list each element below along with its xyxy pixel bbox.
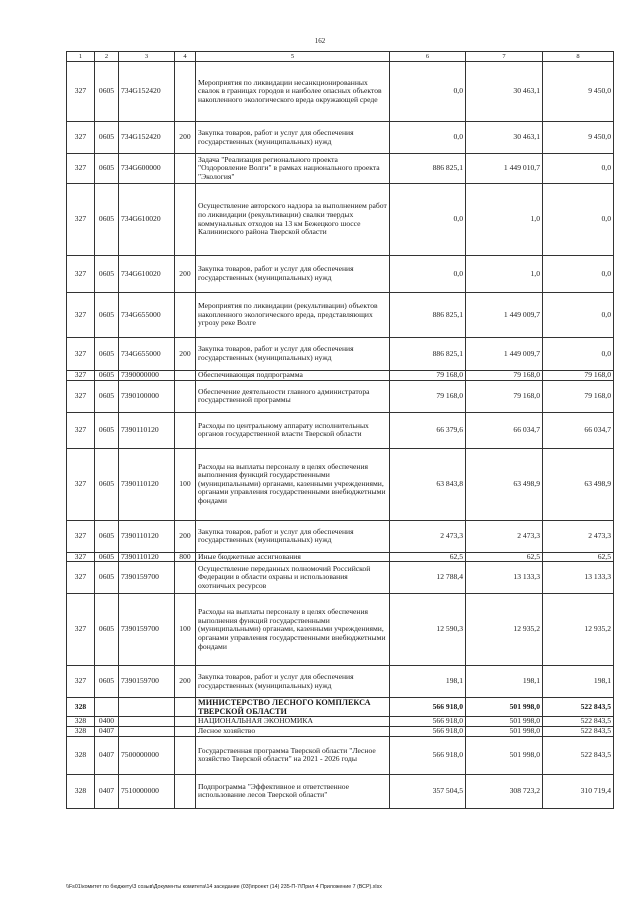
cell-section-code: 0605 bbox=[95, 184, 119, 256]
cell-amount-col6: 12 788,4 bbox=[390, 562, 466, 594]
cell-amount-col6: 886 825,1 bbox=[390, 293, 466, 338]
cell-description: Закупка товаров, работ и услуг для обеспечения государственных (муниципальных) нужд bbox=[196, 122, 390, 154]
cell-expense-type bbox=[175, 698, 196, 717]
cell-amount-col6: 566 918,0 bbox=[390, 727, 466, 737]
cell-amount-col6: 886 825,1 bbox=[390, 338, 466, 371]
cell-section-code: 0605 bbox=[95, 412, 119, 448]
cell-section-code: 0400 bbox=[95, 717, 119, 727]
cell-expense-type: 200 bbox=[175, 338, 196, 371]
table-row bbox=[67, 562, 614, 594]
table-row bbox=[67, 774, 614, 808]
table-row bbox=[67, 698, 614, 717]
page-number: 162 bbox=[314, 37, 326, 45]
cell-section-code: 0407 bbox=[95, 736, 119, 774]
cell-amount-col8: 12 935,2 bbox=[543, 594, 614, 666]
cell-amount-col7: 198,1 bbox=[466, 666, 543, 698]
cell-amount-col8: 522 843,5 bbox=[543, 727, 614, 737]
cell-target-article: 7390100000 bbox=[119, 380, 175, 412]
cell-section-code: 0605 bbox=[95, 338, 119, 371]
cell-admin-code: 328 bbox=[67, 774, 95, 808]
cell-amount-col8: 522 843,5 bbox=[543, 698, 614, 717]
cell-amount-col7: 1,0 bbox=[466, 184, 543, 256]
cell-amount-col7: 79 168,0 bbox=[466, 371, 543, 381]
cell-section-code: 0407 bbox=[95, 774, 119, 808]
cell-target-article bbox=[119, 717, 175, 727]
cell-target-article: 7390110120 bbox=[119, 520, 175, 552]
cell-expense-type: 200 bbox=[175, 666, 196, 698]
table-row bbox=[67, 184, 614, 256]
cell-amount-col6: 0,0 bbox=[390, 62, 466, 122]
table-row bbox=[67, 736, 614, 774]
cell-amount-col6: 566 918,0 bbox=[390, 698, 466, 717]
cell-section-code bbox=[95, 698, 119, 717]
cell-description: Лесное хозяйство bbox=[196, 727, 390, 737]
cell-expense-type bbox=[175, 154, 196, 184]
cell-target-article: 7390159700 bbox=[119, 562, 175, 594]
cell-description: Подпрограмма "Эффективное и ответственное использование лесов Тверской области" bbox=[196, 774, 390, 808]
cell-target-article: 7390110120 bbox=[119, 448, 175, 520]
cell-amount-col8: 9 450,0 bbox=[543, 62, 614, 122]
cell-amount-col8: 62,5 bbox=[543, 552, 614, 562]
table-row bbox=[67, 520, 614, 552]
cell-admin-code: 327 bbox=[67, 62, 95, 122]
cell-amount-col8: 79 168,0 bbox=[543, 371, 614, 381]
cell-expense-type bbox=[175, 717, 196, 727]
table-row bbox=[67, 256, 614, 293]
cell-expense-type: 100 bbox=[175, 594, 196, 666]
table-row bbox=[67, 338, 614, 371]
cell-description: Мероприятия по ликвидации несанкционированных свалок в границах городов и наиболее опасных объектов накопленного экологического вреда окружающей среде bbox=[196, 62, 390, 122]
cell-target-article: 7390110120 bbox=[119, 412, 175, 448]
cell-description: Обеспечивающая подпрограмма bbox=[196, 371, 390, 381]
column-header: 5 bbox=[196, 52, 390, 62]
cell-amount-col7: 62,5 bbox=[466, 552, 543, 562]
cell-description: Закупка товаров, работ и услуг для обеспечения государственных (муниципальных) нужд bbox=[196, 338, 390, 371]
cell-amount-col6: 886 825,1 bbox=[390, 154, 466, 184]
cell-amount-col6: 12 590,3 bbox=[390, 594, 466, 666]
cell-section-code: 0605 bbox=[95, 552, 119, 562]
column-header: 7 bbox=[466, 52, 543, 62]
cell-description: Расходы по центральному аппарату исполнительных органов государственной власти Тверской области bbox=[196, 412, 390, 448]
cell-admin-code: 327 bbox=[67, 256, 95, 293]
cell-target-article bbox=[119, 698, 175, 717]
cell-amount-col7: 1,0 bbox=[466, 256, 543, 293]
cell-amount-col6: 79 168,0 bbox=[390, 371, 466, 381]
table-row bbox=[67, 62, 614, 122]
cell-admin-code: 327 bbox=[67, 154, 95, 184]
column-header: 4 bbox=[175, 52, 196, 62]
cell-amount-col6: 0,0 bbox=[390, 122, 466, 154]
header-row bbox=[67, 52, 614, 62]
cell-section-code: 0605 bbox=[95, 371, 119, 381]
cell-section-code: 0407 bbox=[95, 727, 119, 737]
cell-expense-type: 200 bbox=[175, 122, 196, 154]
cell-amount-col6: 566 918,0 bbox=[390, 736, 466, 774]
cell-expense-type bbox=[175, 774, 196, 808]
table-row bbox=[67, 371, 614, 381]
cell-section-code: 0605 bbox=[95, 122, 119, 154]
cell-amount-col7: 30 463,1 bbox=[466, 122, 543, 154]
cell-section-code: 0605 bbox=[95, 62, 119, 122]
column-header: 6 bbox=[390, 52, 466, 62]
cell-target-article: 734G152420 bbox=[119, 122, 175, 154]
cell-amount-col6: 357 504,5 bbox=[390, 774, 466, 808]
cell-amount-col7: 501 998,0 bbox=[466, 698, 543, 717]
cell-amount-col7: 308 723,2 bbox=[466, 774, 543, 808]
cell-admin-code: 327 bbox=[67, 562, 95, 594]
cell-description: Расходы на выплаты персоналу в целях обеспечения выполнения функций государственными (муниципальными) органами, казенными учреждениями, органами управления государственными внебюджетными фондами bbox=[196, 594, 390, 666]
cell-amount-col6: 0,0 bbox=[390, 184, 466, 256]
cell-amount-col8: 66 034,7 bbox=[543, 412, 614, 448]
cell-admin-code: 328 bbox=[67, 698, 95, 717]
table-row bbox=[67, 293, 614, 338]
cell-amount-col7: 1 449 010,7 bbox=[466, 154, 543, 184]
cell-section-code: 0605 bbox=[95, 448, 119, 520]
cell-amount-col8: 0,0 bbox=[543, 338, 614, 371]
cell-target-article: 7510000000 bbox=[119, 774, 175, 808]
cell-amount-col8: 0,0 bbox=[543, 184, 614, 256]
cell-amount-col7: 1 449 009,7 bbox=[466, 293, 543, 338]
cell-description: Осуществление переданных полномочий Российской Федерации в области охраны и использования охотничьих ресурсов bbox=[196, 562, 390, 594]
cell-target-article: 7390159700 bbox=[119, 666, 175, 698]
cell-expense-type bbox=[175, 184, 196, 256]
cell-amount-col6: 62,5 bbox=[390, 552, 466, 562]
cell-section-code: 0605 bbox=[95, 256, 119, 293]
cell-expense-type: 200 bbox=[175, 520, 196, 552]
cell-admin-code: 327 bbox=[67, 122, 95, 154]
cell-expense-type bbox=[175, 412, 196, 448]
cell-target-article: 7390159700 bbox=[119, 594, 175, 666]
cell-amount-col6: 566 918,0 bbox=[390, 717, 466, 727]
table-row bbox=[67, 727, 614, 737]
table-row bbox=[67, 552, 614, 562]
cell-amount-col7: 501 998,0 bbox=[466, 717, 543, 727]
cell-expense-type bbox=[175, 371, 196, 381]
cell-section-code: 0605 bbox=[95, 520, 119, 552]
cell-section-code: 0605 bbox=[95, 154, 119, 184]
cell-amount-col8: 2 473,3 bbox=[543, 520, 614, 552]
cell-admin-code: 328 bbox=[67, 727, 95, 737]
cell-amount-col6: 66 379,6 bbox=[390, 412, 466, 448]
column-header: 3 bbox=[119, 52, 175, 62]
cell-target-article: 734G152420 bbox=[119, 62, 175, 122]
cell-amount-col8: 310 719,4 bbox=[543, 774, 614, 808]
cell-section-code: 0605 bbox=[95, 562, 119, 594]
cell-admin-code: 327 bbox=[67, 380, 95, 412]
cell-admin-code: 327 bbox=[67, 293, 95, 338]
cell-target-article bbox=[119, 727, 175, 737]
cell-admin-code: 327 bbox=[67, 412, 95, 448]
cell-section-code: 0605 bbox=[95, 666, 119, 698]
cell-amount-col7: 30 463,1 bbox=[466, 62, 543, 122]
cell-expense-type bbox=[175, 562, 196, 594]
column-header: 8 bbox=[543, 52, 614, 62]
cell-target-article: 734G610020 bbox=[119, 256, 175, 293]
cell-amount-col8: 79 168,0 bbox=[543, 380, 614, 412]
cell-amount-col7: 1 449 009,7 bbox=[466, 338, 543, 371]
cell-target-article: 734G600000 bbox=[119, 154, 175, 184]
cell-admin-code: 328 bbox=[67, 717, 95, 727]
cell-description: Государственная программа Тверской области "Лесное хозяйство Тверской области" на 2021 - 2026 годы bbox=[196, 736, 390, 774]
cell-expense-type: 800 bbox=[175, 552, 196, 562]
cell-amount-col8: 63 498,9 bbox=[543, 448, 614, 520]
cell-amount-col7: 63 498,9 bbox=[466, 448, 543, 520]
cell-amount-col7: 79 168,0 bbox=[466, 380, 543, 412]
table-row bbox=[67, 717, 614, 727]
cell-expense-type bbox=[175, 293, 196, 338]
cell-admin-code: 327 bbox=[67, 448, 95, 520]
cell-expense-type: 100 bbox=[175, 448, 196, 520]
cell-amount-col8: 0,0 bbox=[543, 256, 614, 293]
cell-description: НАЦИОНАЛЬНАЯ ЭКОНОМИКА bbox=[196, 717, 390, 727]
cell-admin-code: 327 bbox=[67, 520, 95, 552]
column-header: 2 bbox=[95, 52, 119, 62]
cell-expense-type bbox=[175, 62, 196, 122]
cell-description: Иные бюджетные ассигнования bbox=[196, 552, 390, 562]
cell-target-article: 734G610020 bbox=[119, 184, 175, 256]
cell-target-article: 7500000000 bbox=[119, 736, 175, 774]
table-row bbox=[67, 122, 614, 154]
cell-description: Обеспечение деятельности главного администратора государственной программы bbox=[196, 380, 390, 412]
cell-admin-code: 328 bbox=[67, 736, 95, 774]
cell-admin-code: 327 bbox=[67, 184, 95, 256]
table-row bbox=[67, 380, 614, 412]
file-path-footer: \\Fs01\комитет по бюджету\3 созыв\Документы комитета\14 заседание (03)\проект (14) 235-П-7\Прил 4 Приложение 7 (ВСР).xlsx bbox=[66, 884, 382, 890]
cell-amount-col7: 501 998,0 bbox=[466, 736, 543, 774]
column-header: 1 bbox=[67, 52, 95, 62]
cell-expense-type: 200 bbox=[175, 256, 196, 293]
cell-target-article: 734G655000 bbox=[119, 293, 175, 338]
cell-description: Закупка товаров, работ и услуг для обеспечения государственных (муниципальных) нужд bbox=[196, 256, 390, 293]
cell-expense-type bbox=[175, 380, 196, 412]
cell-description: Задача "Реализация регионального проекта "Оздоровление Волги" в рамках национального проекта "Экология" bbox=[196, 154, 390, 184]
cell-amount-col7: 13 133,3 bbox=[466, 562, 543, 594]
cell-amount-col6: 2 473,3 bbox=[390, 520, 466, 552]
cell-amount-col8: 522 843,5 bbox=[543, 736, 614, 774]
cell-amount-col6: 0,0 bbox=[390, 256, 466, 293]
cell-target-article: 7390110120 bbox=[119, 552, 175, 562]
cell-description: Закупка товаров, работ и услуг для обеспечения государственных (муниципальных) нужд bbox=[196, 520, 390, 552]
cell-amount-col8: 13 133,3 bbox=[543, 562, 614, 594]
table-row bbox=[67, 412, 614, 448]
cell-target-article: 7390000000 bbox=[119, 371, 175, 381]
cell-description: Расходы на выплаты персоналу в целях обеспечения выполнения функций государственными (муниципальными) органами, казенными учреждениями, органами управления государственными внебюджетными фондами bbox=[196, 448, 390, 520]
cell-section-code: 0605 bbox=[95, 380, 119, 412]
cell-admin-code: 327 bbox=[67, 552, 95, 562]
cell-amount-col7: 12 935,2 bbox=[466, 594, 543, 666]
cell-admin-code: 327 bbox=[67, 338, 95, 371]
cell-admin-code: 327 bbox=[67, 371, 95, 381]
cell-amount-col7: 2 473,3 bbox=[466, 520, 543, 552]
cell-amount-col8: 198,1 bbox=[543, 666, 614, 698]
cell-amount-col6: 79 168,0 bbox=[390, 380, 466, 412]
table-row bbox=[67, 594, 614, 666]
cell-amount-col7: 66 034,7 bbox=[466, 412, 543, 448]
cell-amount-col7: 501 998,0 bbox=[466, 727, 543, 737]
table-row bbox=[67, 448, 614, 520]
cell-section-code: 0605 bbox=[95, 293, 119, 338]
cell-amount-col6: 63 843,8 bbox=[390, 448, 466, 520]
cell-expense-type bbox=[175, 727, 196, 737]
cell-amount-col8: 522 843,5 bbox=[543, 717, 614, 727]
cell-amount-col8: 0,0 bbox=[543, 293, 614, 338]
cell-section-code: 0605 bbox=[95, 594, 119, 666]
cell-admin-code: 327 bbox=[67, 594, 95, 666]
cell-description: МИНИСТЕРСТВО ЛЕСНОГО КОМПЛЕКСА ТВЕРСКОЙ ОБЛАСТИ bbox=[196, 698, 390, 717]
cell-amount-col8: 0,0 bbox=[543, 154, 614, 184]
cell-description: Осуществление авторского надзора за выполнением работ по ликвидации (рекультивации) свалки твердых коммунальных отходов на 13 км Бежецкого шоссе Калининского района Тверской области bbox=[196, 184, 390, 256]
cell-description: Закупка товаров, работ и услуг для обеспечения государственных (муниципальных) нужд bbox=[196, 666, 390, 698]
cell-target-article: 734G655000 bbox=[119, 338, 175, 371]
cell-amount-col6: 198,1 bbox=[390, 666, 466, 698]
table-row bbox=[67, 154, 614, 184]
table-row bbox=[67, 666, 614, 698]
cell-admin-code: 327 bbox=[67, 666, 95, 698]
cell-amount-col8: 9 450,0 bbox=[543, 122, 614, 154]
budget-table bbox=[66, 51, 614, 809]
cell-expense-type bbox=[175, 736, 196, 774]
cell-description: Мероприятия по ликвидации (рекультивации) объектов накопленного экологического вреда, представляющих угрозу реке Волге bbox=[196, 293, 390, 338]
